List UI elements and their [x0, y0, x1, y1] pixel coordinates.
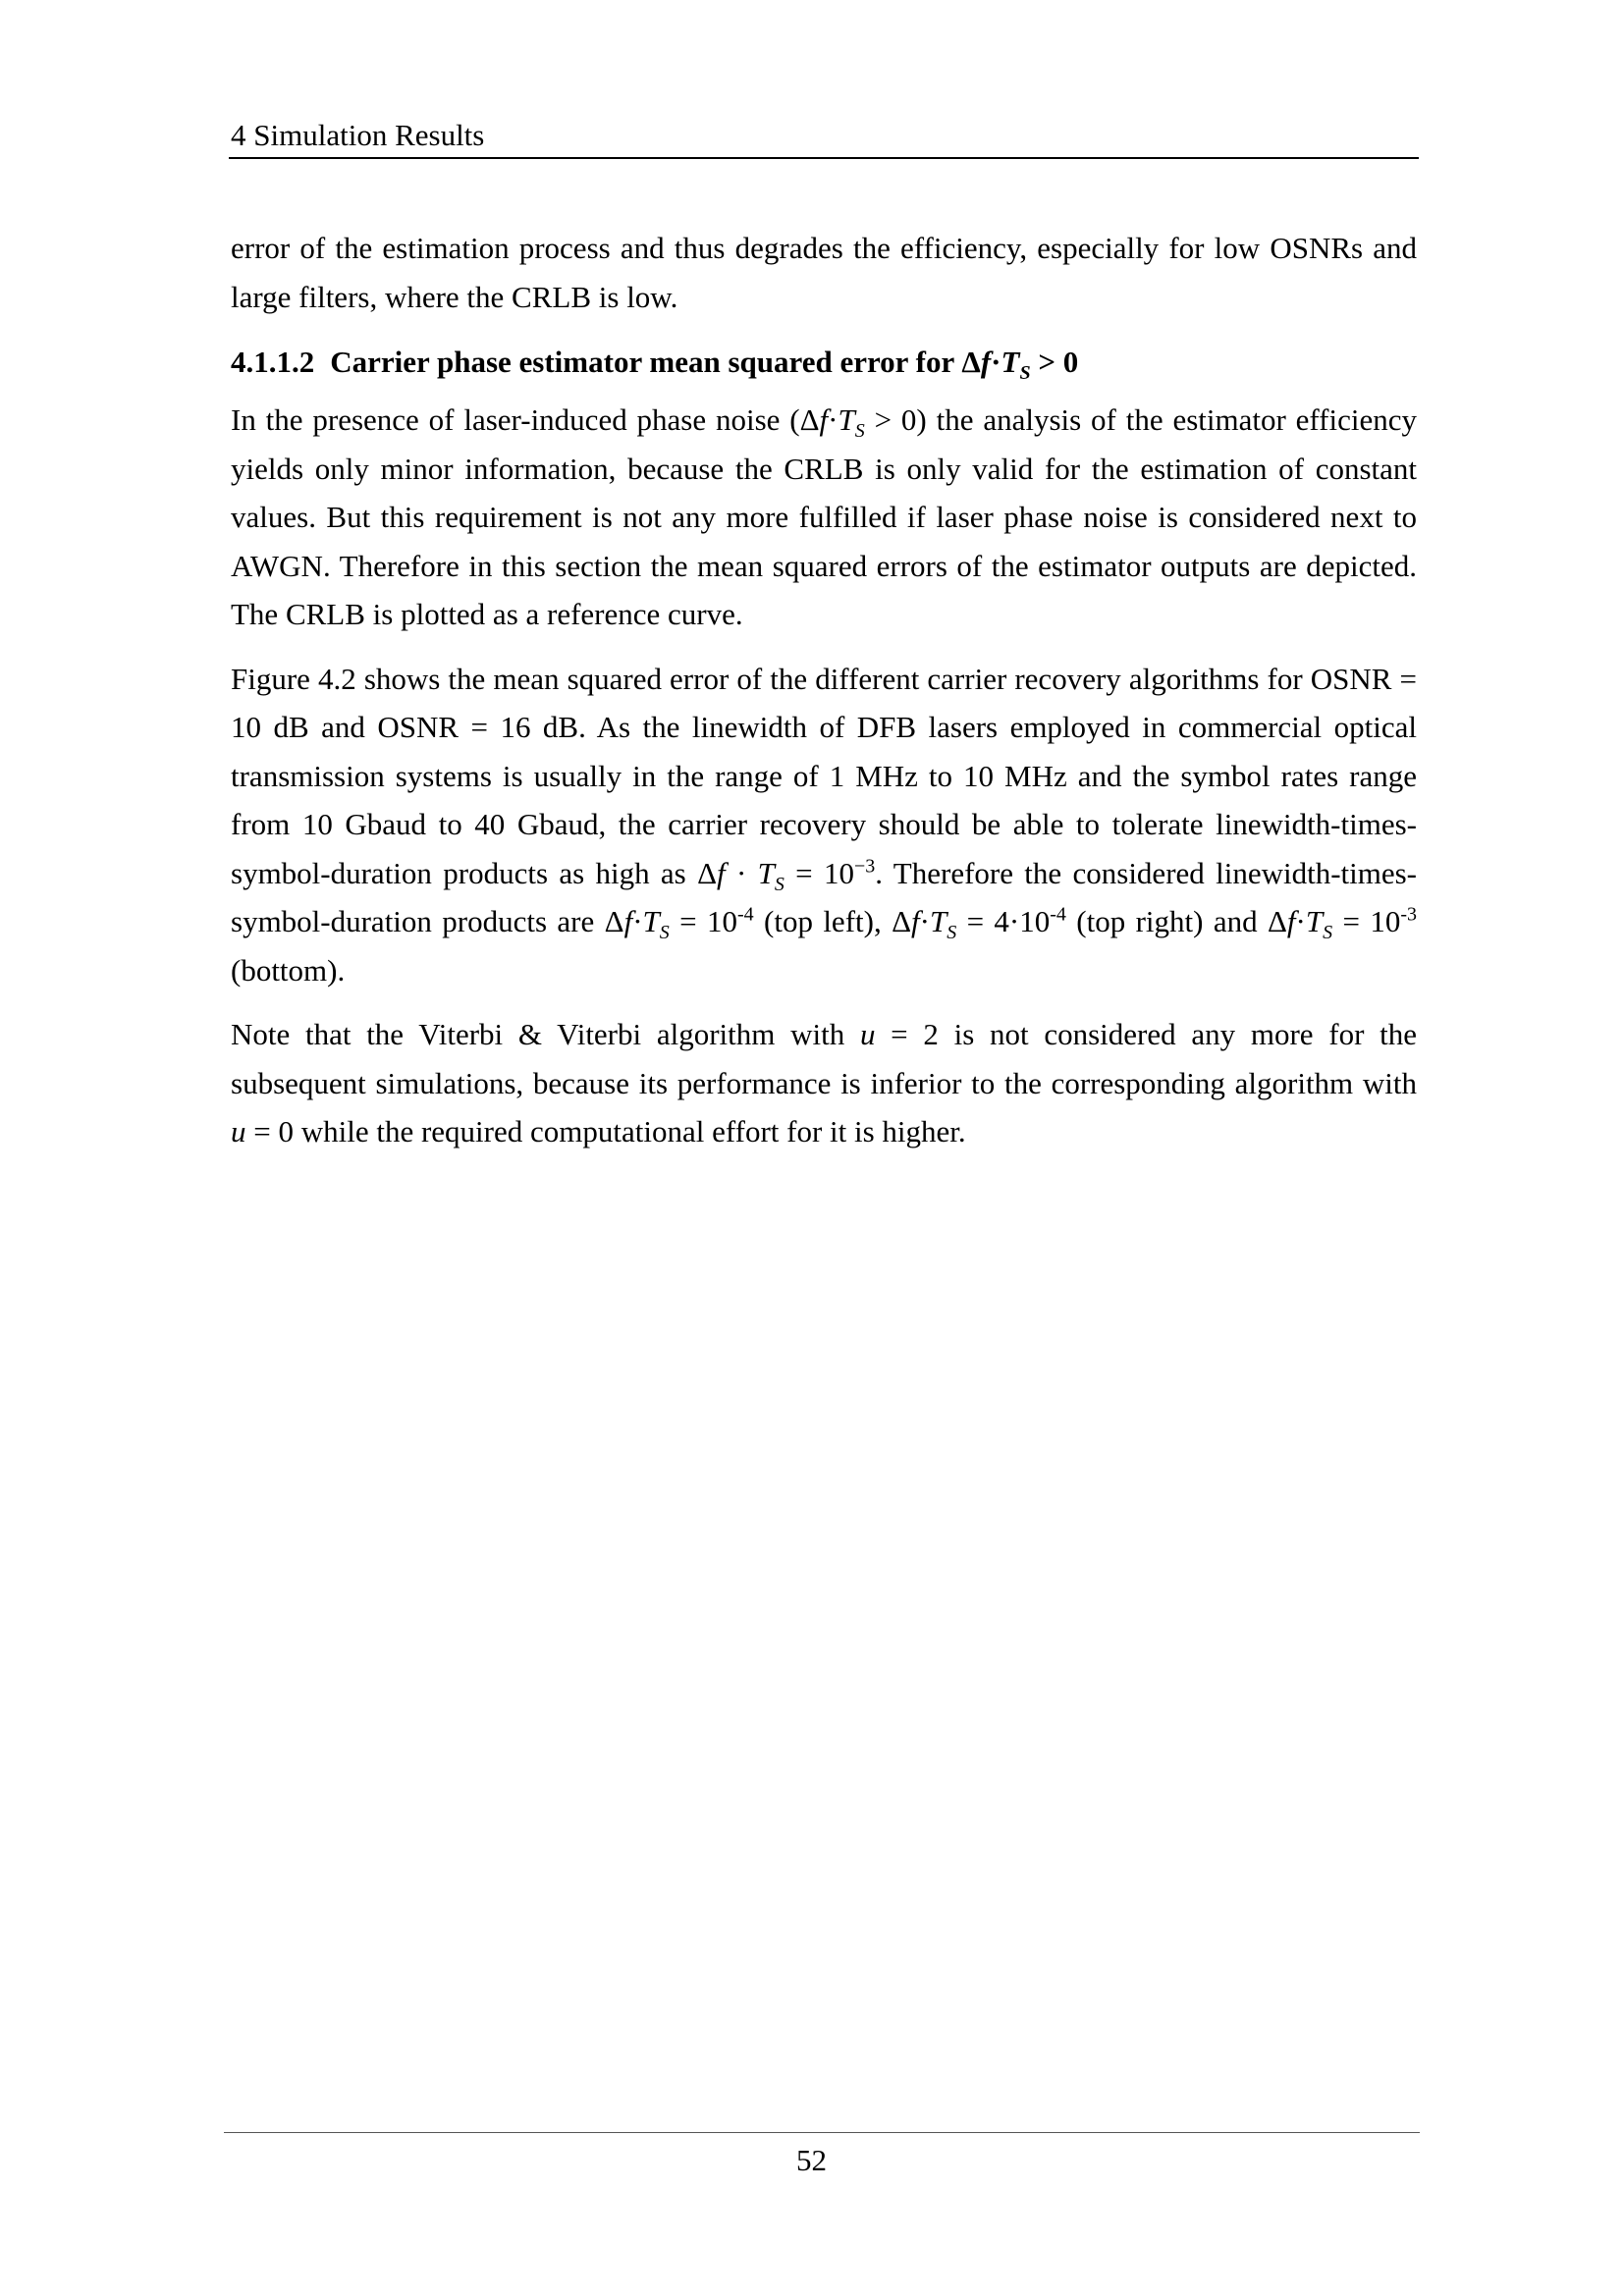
- paragraph-viterbi: Note that the Viterbi & Viterbi algorithm with u = 2 is not considered any more for the subsequent simulations, because its performance is inferior to the corresponding algorithm with u = 0 while the required computational effort for it is higher.: [231, 1017, 1417, 1148]
- section-number: 4.1.1.2: [231, 345, 315, 379]
- equation-4: $\Delta f\cdot T_S = 10^{-3}$: [1267, 903, 1417, 944]
- page-body: [231, 224, 1417, 1156]
- section-title: Carrier phase estimator mean squared error for $\Delta f\cdot T_S > 0$: [330, 345, 1079, 385]
- paragraph-figure-4-2: Figure 4.2 shows the mean squared error of the different carrier recovery algorithms for OSNR = 10 dB and OSNR = 16 dB. As the linewidth of DFB lasers employed in commercial optical transmission systems is usually in the range of 1 MHz to 10 MHz and the symbol rates range from 10 Gbaud to 40 Gbaud, the carrier recovery should be able to tolerate linewidth-times-symbol-duration products as high as $\Delta f \cdot T_S = 10^{-3}$. Therefore the considered linewidth-times-symbol-duration products are $\Delta f\cdot T_S = 10^{-4}$ (top left), $\Delta f\cdot T_S = 4\cdot 10^{-4}$ (top right) and $\Delta f\cdot T_S = 10^{-3}$ (bottom).: [231, 661, 1418, 988]
- running-header: [229, 116, 1419, 159]
- equation-3: $\Delta f\cdot T_S = 4\cdot 10^{-4}$: [892, 903, 1066, 944]
- equation-1: $\Delta f \cdot T_S = 10^{-3}$: [697, 855, 876, 895]
- equation-2: $\Delta f\cdot T_S = 10^{-4}$: [604, 903, 754, 944]
- intro-paragraph: error of the estimation process and thus degrades the efficiency, especially for low OSNRs and large filters, where the CRLB is low.: [231, 231, 1417, 314]
- section-heading: [231, 339, 1417, 386]
- paragraph-phase-noise: In the presence of laser-induced phase noise $(\Delta f\cdot T_S > 0)$ the analysis of the estimator efficiency yields only minor information, because the CRLB is only valid for the estimation of constant values. But this requirement is not any more fulfilled if laser phase noise is considered next to AWGN. Therefore in this section the mean squared errors of the estimator outputs are depicted. The CRLB is plotted as a reference curve.: [231, 402, 1418, 631]
- footer-rule: [224, 2132, 1420, 2133]
- page-number: 52: [796, 2143, 827, 2177]
- chapter-title: 4 Simulation Results: [231, 118, 485, 152]
